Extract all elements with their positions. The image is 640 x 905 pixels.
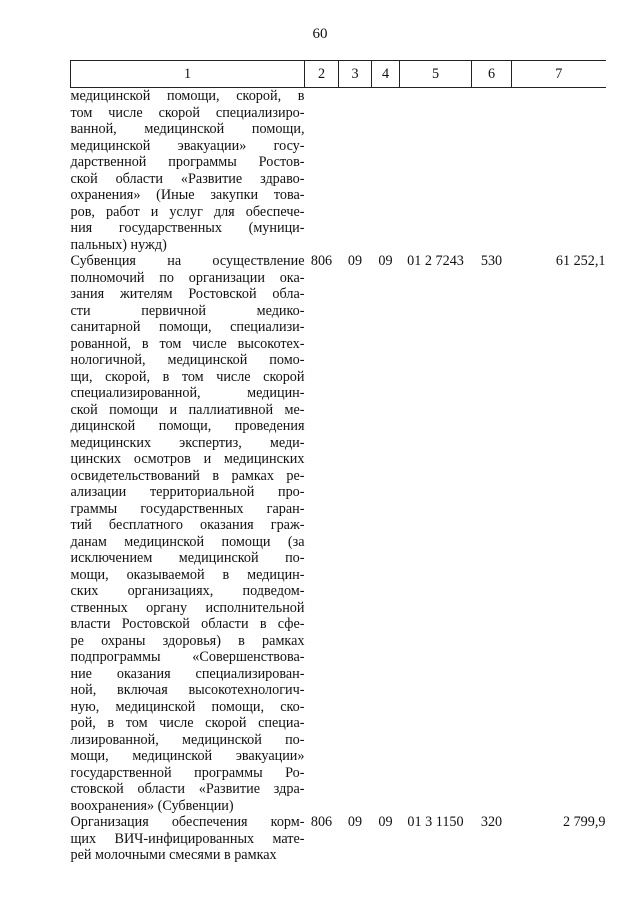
- description-line: охранения» (Иные закупки това-: [70, 187, 305, 203]
- description-line: щи, скорой, в том числе скорой: [70, 368, 305, 385]
- description-line: ственных органу исполнительной: [70, 599, 305, 616]
- cell-amount: 2 799,9: [562, 814, 606, 830]
- description-line: Субвенция на осуществление: [70, 253, 305, 269]
- row-description: [71, 814, 305, 864]
- header-row: [71, 61, 606, 88]
- cell-section-code: [339, 88, 372, 254]
- description-line: том числе скорой специализиро-: [70, 104, 305, 121]
- description-line: мощи, медицинской эвакуации»: [70, 748, 305, 764]
- cell-target-article: 01 2 7243: [407, 253, 464, 269]
- description-line: медицинской эвакуации» госу-: [70, 137, 305, 154]
- cell-amount: 61 252,1: [555, 253, 606, 269]
- description-line: граммы государственных гаран-: [70, 500, 305, 517]
- table-row: [71, 253, 606, 814]
- cell-target-article: [400, 88, 472, 254]
- column-header-7: 7: [512, 61, 606, 88]
- description-line: ние оказания специализирован-: [70, 665, 305, 682]
- column-header-5: 5: [400, 61, 472, 88]
- description-line: ской помощи и паллиативной ме-: [70, 401, 305, 418]
- row-description: [71, 253, 305, 814]
- column-header-6: 6: [472, 61, 512, 88]
- description-line: медицинской помощи, скорой, в: [70, 88, 305, 104]
- description-line: Организация обеспечения корм-: [70, 814, 305, 830]
- description-line: полномочий по организации ока-: [70, 269, 305, 286]
- budget-table: [70, 60, 606, 864]
- description-line: власти Ростовской области в сфе-: [70, 616, 305, 632]
- description-line: данам медицинской помощи (за: [70, 533, 305, 550]
- cell-ministry-code: 806: [310, 253, 333, 269]
- description-line: исключением медицинской по-: [70, 550, 305, 566]
- page-number: 60: [312, 26, 328, 42]
- cell-subsection-code: [372, 88, 400, 254]
- cell-subsection-code: 09: [378, 253, 393, 269]
- description-line: дицинской помощи, проведения: [70, 418, 305, 434]
- table-row: [71, 88, 606, 254]
- column-header-1: 1: [71, 61, 305, 88]
- description-line: специализированной, медицин-: [70, 385, 305, 401]
- column-header-3: 3: [339, 61, 372, 88]
- description-line: стовской области «Развитие здра-: [70, 781, 305, 797]
- cell-ministry-code: [305, 88, 339, 254]
- description-line: государственной программы Ро-: [70, 764, 305, 781]
- description-line: освидетельствований в рамках ре-: [70, 467, 305, 484]
- description-line: ализации территориальной про-: [70, 484, 305, 500]
- description-line: щих ВИЧ-инфицированных мате-: [70, 830, 305, 847]
- cell-expense-type: 320: [480, 814, 503, 830]
- description-line: медицинских экспертиз, меди-: [70, 434, 305, 451]
- description-line: ских организациях, подведом-: [70, 583, 305, 599]
- description-line: мощи, оказываемой в медицин-: [70, 566, 305, 583]
- description-line: рой, в том числе скорой специа-: [70, 715, 305, 731]
- description-line: ния государственных (муници-: [70, 220, 305, 236]
- row-description: [71, 88, 305, 254]
- description-line: воохранения» (Субвенции): [70, 797, 234, 814]
- description-line: санитарной помощи, специализи-: [70, 319, 305, 335]
- cell-subsection-code: 09: [378, 814, 393, 830]
- cell-expense-type: 530: [480, 253, 503, 269]
- description-line: подпрограммы «Совершенствова-: [70, 649, 305, 665]
- description-line: лизированной, медицинской по-: [70, 731, 305, 748]
- column-header-4: 4: [372, 61, 400, 88]
- description-line: ре охраны здоровья) в рамках: [70, 632, 305, 649]
- description-line: сти первичной медико-: [70, 302, 305, 319]
- description-line: пальных) нужд): [70, 236, 167, 253]
- description-line: ров, работ и услуг для обеспече-: [70, 203, 305, 220]
- description-line: рей молочными смесями в рамках: [70, 847, 277, 863]
- table-row: [71, 814, 606, 864]
- cell-section-code: 09: [347, 253, 363, 269]
- cell-section-code: 09: [347, 814, 363, 830]
- description-line: цинских осмотров и медицинских: [70, 451, 305, 467]
- description-line: зания жителям Ростовской обла-: [70, 286, 305, 302]
- cell-ministry-code: 806: [310, 814, 333, 830]
- cell-amount: [512, 88, 606, 254]
- description-line: ной, включая высокотехнологич-: [70, 682, 305, 698]
- description-line: дарственной программы Ростов-: [70, 154, 305, 170]
- description-line: нологичной, медицинской помо-: [70, 352, 305, 368]
- description-line: ванной, медицинской помощи,: [70, 121, 305, 137]
- cell-target-article: 01 3 1150: [407, 814, 464, 830]
- description-line: тий бесплатного оказания граж-: [70, 517, 305, 533]
- cell-expense-type: [472, 88, 512, 254]
- column-header-2: 2: [305, 61, 339, 88]
- description-line: ской области «Развитие здраво-: [70, 170, 305, 187]
- description-line: рованной, в том числе высокотех-: [70, 335, 305, 352]
- description-line: ную, медицинской помощи, ско-: [70, 698, 305, 715]
